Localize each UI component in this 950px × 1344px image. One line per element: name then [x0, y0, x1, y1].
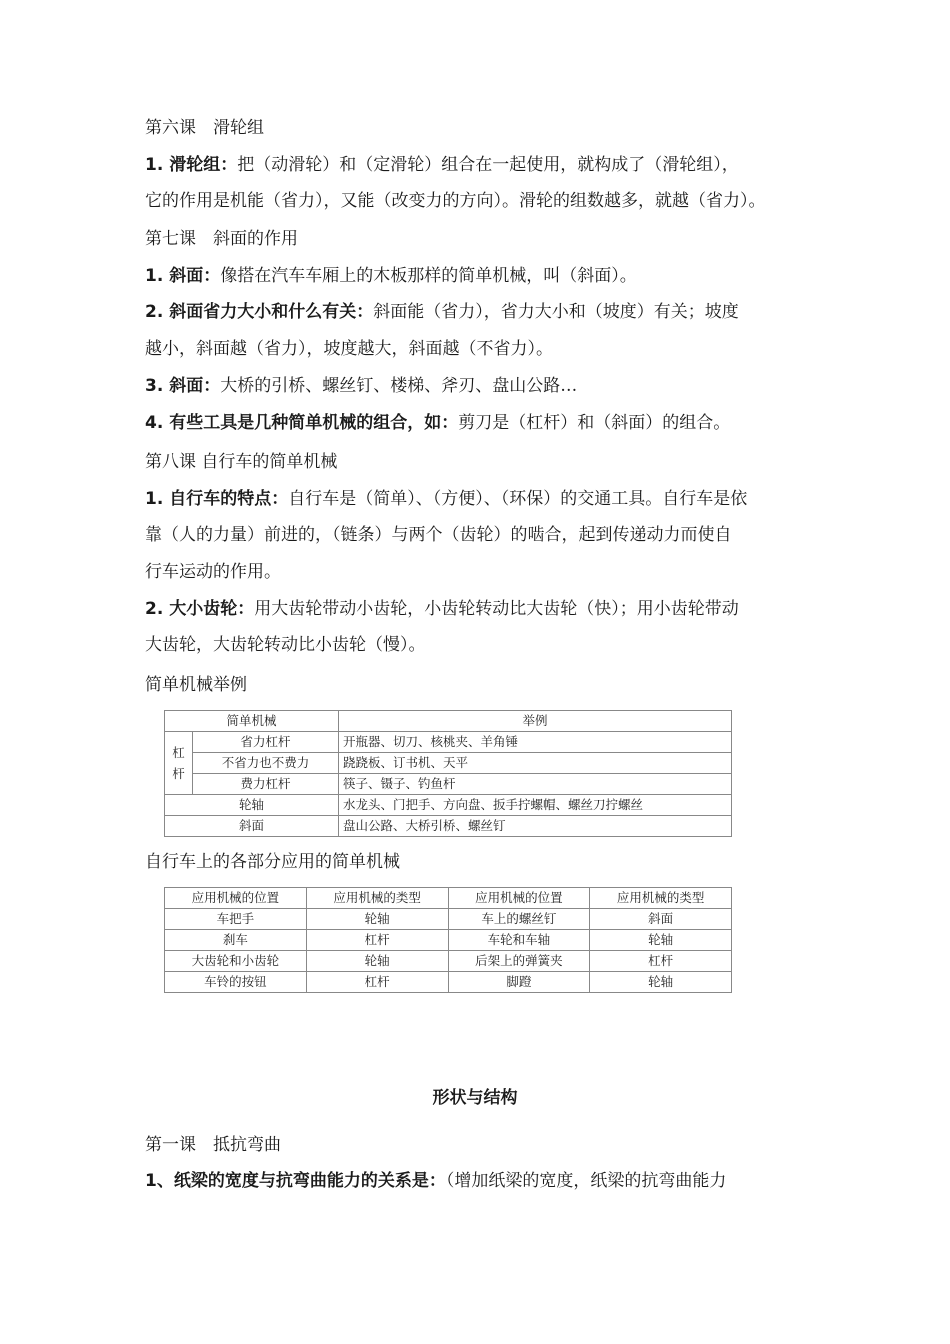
- lesson7-title: 第七课 斜面的作用: [145, 229, 298, 249]
- section2-p1-label: 1、纸梁的宽度与抗弯曲能力的关系是：: [145, 1171, 446, 1191]
- lesson7-paragraph-3: [145, 374, 815, 398]
- lesson8-paragraph-1: [145, 487, 815, 511]
- table-cell: 跷跷板、订书机、天平: [339, 753, 732, 774]
- lever-char-1: 杠: [172, 745, 185, 760]
- table-header-cell: 应用机械的位置: [448, 888, 590, 909]
- section2-paragraph-1: [145, 1169, 815, 1193]
- lesson7-paragraph-1: [145, 264, 815, 288]
- lesson6-p1-text1: 把（动滑轮）和（定滑轮）组合在一起使用，就构成了（滑轮组），: [237, 155, 739, 175]
- lesson6-title: 第六课 滑轮组: [145, 118, 264, 138]
- table-cell: 斜面: [165, 816, 339, 837]
- table-cell: 刹车: [165, 930, 307, 951]
- lesson7-paragraph-4: [145, 411, 815, 435]
- table-cell: 斜面: [590, 909, 732, 930]
- table-row: [165, 909, 732, 930]
- table-row: [165, 774, 732, 795]
- table-header-cell: 简单机械: [165, 711, 339, 732]
- section2-lesson1-title: 第一课 抵抗弯曲: [145, 1135, 281, 1155]
- table-row: [165, 711, 732, 732]
- lesson8-p1-text3: 行车运动的作用。: [145, 562, 281, 582]
- lesson8-p1-text1: 自行车是（简单）、（方便）、（环保）的交通工具。自行车是依: [288, 489, 748, 509]
- table-cell: 杠杆: [306, 930, 448, 951]
- table-cell: 脚蹬: [448, 972, 590, 993]
- lesson7-paragraph-2: [145, 300, 815, 324]
- lesson6-p1-text2: 它的作用是机能（省力），又能（改变力的方向）。滑轮的组数越多，就越（省力）。: [145, 191, 766, 211]
- lesson8-p2-text2: 大齿轮，大齿轮转动比小齿轮（慢）。: [145, 635, 426, 655]
- section2-p1-text: （增加纸梁的宽度，纸梁的抗弯曲能力: [445, 1171, 727, 1191]
- table-row: [165, 795, 732, 816]
- lesson7-p4-label: 4. 有些工具是几种简单机械的组合，如：: [145, 413, 459, 433]
- table-cell: 车上的螺丝钉: [448, 909, 590, 930]
- table-cell: 大齿轮和小齿轮: [165, 951, 307, 972]
- table-row: [165, 972, 732, 993]
- lever-char-2: 杆: [172, 766, 185, 781]
- table-cell: 省力杠杆: [193, 732, 339, 753]
- table-row: [165, 753, 732, 774]
- table-row: [165, 930, 732, 951]
- table-cell: 轮轴: [306, 951, 448, 972]
- lesson6-p1-label: 1. 滑轮组：: [145, 155, 238, 175]
- table-row: [165, 888, 732, 909]
- lesson7-p1-text: 像搭在汽车车厢上的木板那样的简单机械，叫（斜面）。: [220, 266, 637, 286]
- lesson7-p3-label: 3. 斜面：: [145, 376, 221, 396]
- lesson8-p1-text2: 靠（人的力量）前进的，（链条）与两个（齿轮）的啮合，起到传递动力而使自: [145, 525, 732, 545]
- table-cell: 车铃的按钮: [165, 972, 307, 993]
- lesson8-p2-label: 2. 大小齿轮：: [145, 599, 255, 619]
- table-header-cell: 应用机械的类型: [306, 888, 448, 909]
- table-cell: 水龙头、门把手、方向盘、扳手拧螺帽、螺丝刀拧螺丝: [339, 795, 732, 816]
- simple-machines-table: [164, 710, 732, 837]
- bicycle-machines-table: [164, 887, 732, 993]
- lesson7-p2-text2: 越小，斜面越（省力），坡度越大，斜面越（不省力）。: [145, 339, 553, 359]
- lesson7-p3-text: 大桥的引桥、螺丝钉、楼梯、斧刃、盘山公路…: [220, 376, 578, 396]
- lesson7-p2-text1: 斜面能（省力），省力大小和（坡度）有关；坡度: [373, 302, 739, 322]
- table-cell: 轮轴: [165, 795, 339, 816]
- table-row: [165, 816, 732, 837]
- table-cell: 轮轴: [306, 909, 448, 930]
- table-cell: 车把手: [165, 909, 307, 930]
- table-cell: 车轮和车轴: [448, 930, 590, 951]
- lesson8-p2-text1: 用大齿轮带动小齿轮，小齿轮转动比大齿轮（快）；用小齿轮带动: [254, 599, 739, 619]
- table1-caption: 简单机械举例: [145, 675, 247, 695]
- lesson8-title: 第八课 自行车的简单机械: [145, 452, 338, 472]
- table-header-cell: 应用机械的类型: [590, 888, 732, 909]
- lesson7-p4-text: 剪刀是（杠杆）和（斜面）的组合。: [458, 413, 731, 433]
- table-header-cell: 举例: [339, 711, 732, 732]
- lesson8-p1-label: 1. 自行车的特点：: [145, 489, 289, 509]
- table-cell: 杠杆: [306, 972, 448, 993]
- table-header-cell: 应用机械的位置: [165, 888, 307, 909]
- table-cell: 轮轴: [590, 972, 732, 993]
- table-cell: 费力杠杆: [193, 774, 339, 795]
- table-cell: 轮轴: [590, 930, 732, 951]
- table-cell: 开瓶器、切刀、核桃夹、羊角锤: [339, 732, 732, 753]
- lesson7-p1-label: 1. 斜面：: [145, 266, 221, 286]
- table-cell: 杠杆: [590, 951, 732, 972]
- lever-group-cell: [165, 732, 193, 795]
- table-cell: 筷子、镊子、钓鱼杆: [339, 774, 732, 795]
- table2-caption: 自行车上的各部分应用的简单机械: [145, 852, 400, 872]
- table-cell: 不省力也不费力: [193, 753, 339, 774]
- table-row: [165, 732, 732, 753]
- section-title: 形状与结构: [432, 1088, 518, 1108]
- table-cell: 盘山公路、大桥引桥、螺丝钉: [339, 816, 732, 837]
- table-cell: 后架上的弹簧夹: [448, 951, 590, 972]
- lesson8-paragraph-2: [145, 597, 815, 621]
- lesson7-p2-label: 2. 斜面省力大小和什么有关：: [145, 302, 374, 322]
- table-row: [165, 951, 732, 972]
- lesson6-paragraph-1: [145, 153, 815, 177]
